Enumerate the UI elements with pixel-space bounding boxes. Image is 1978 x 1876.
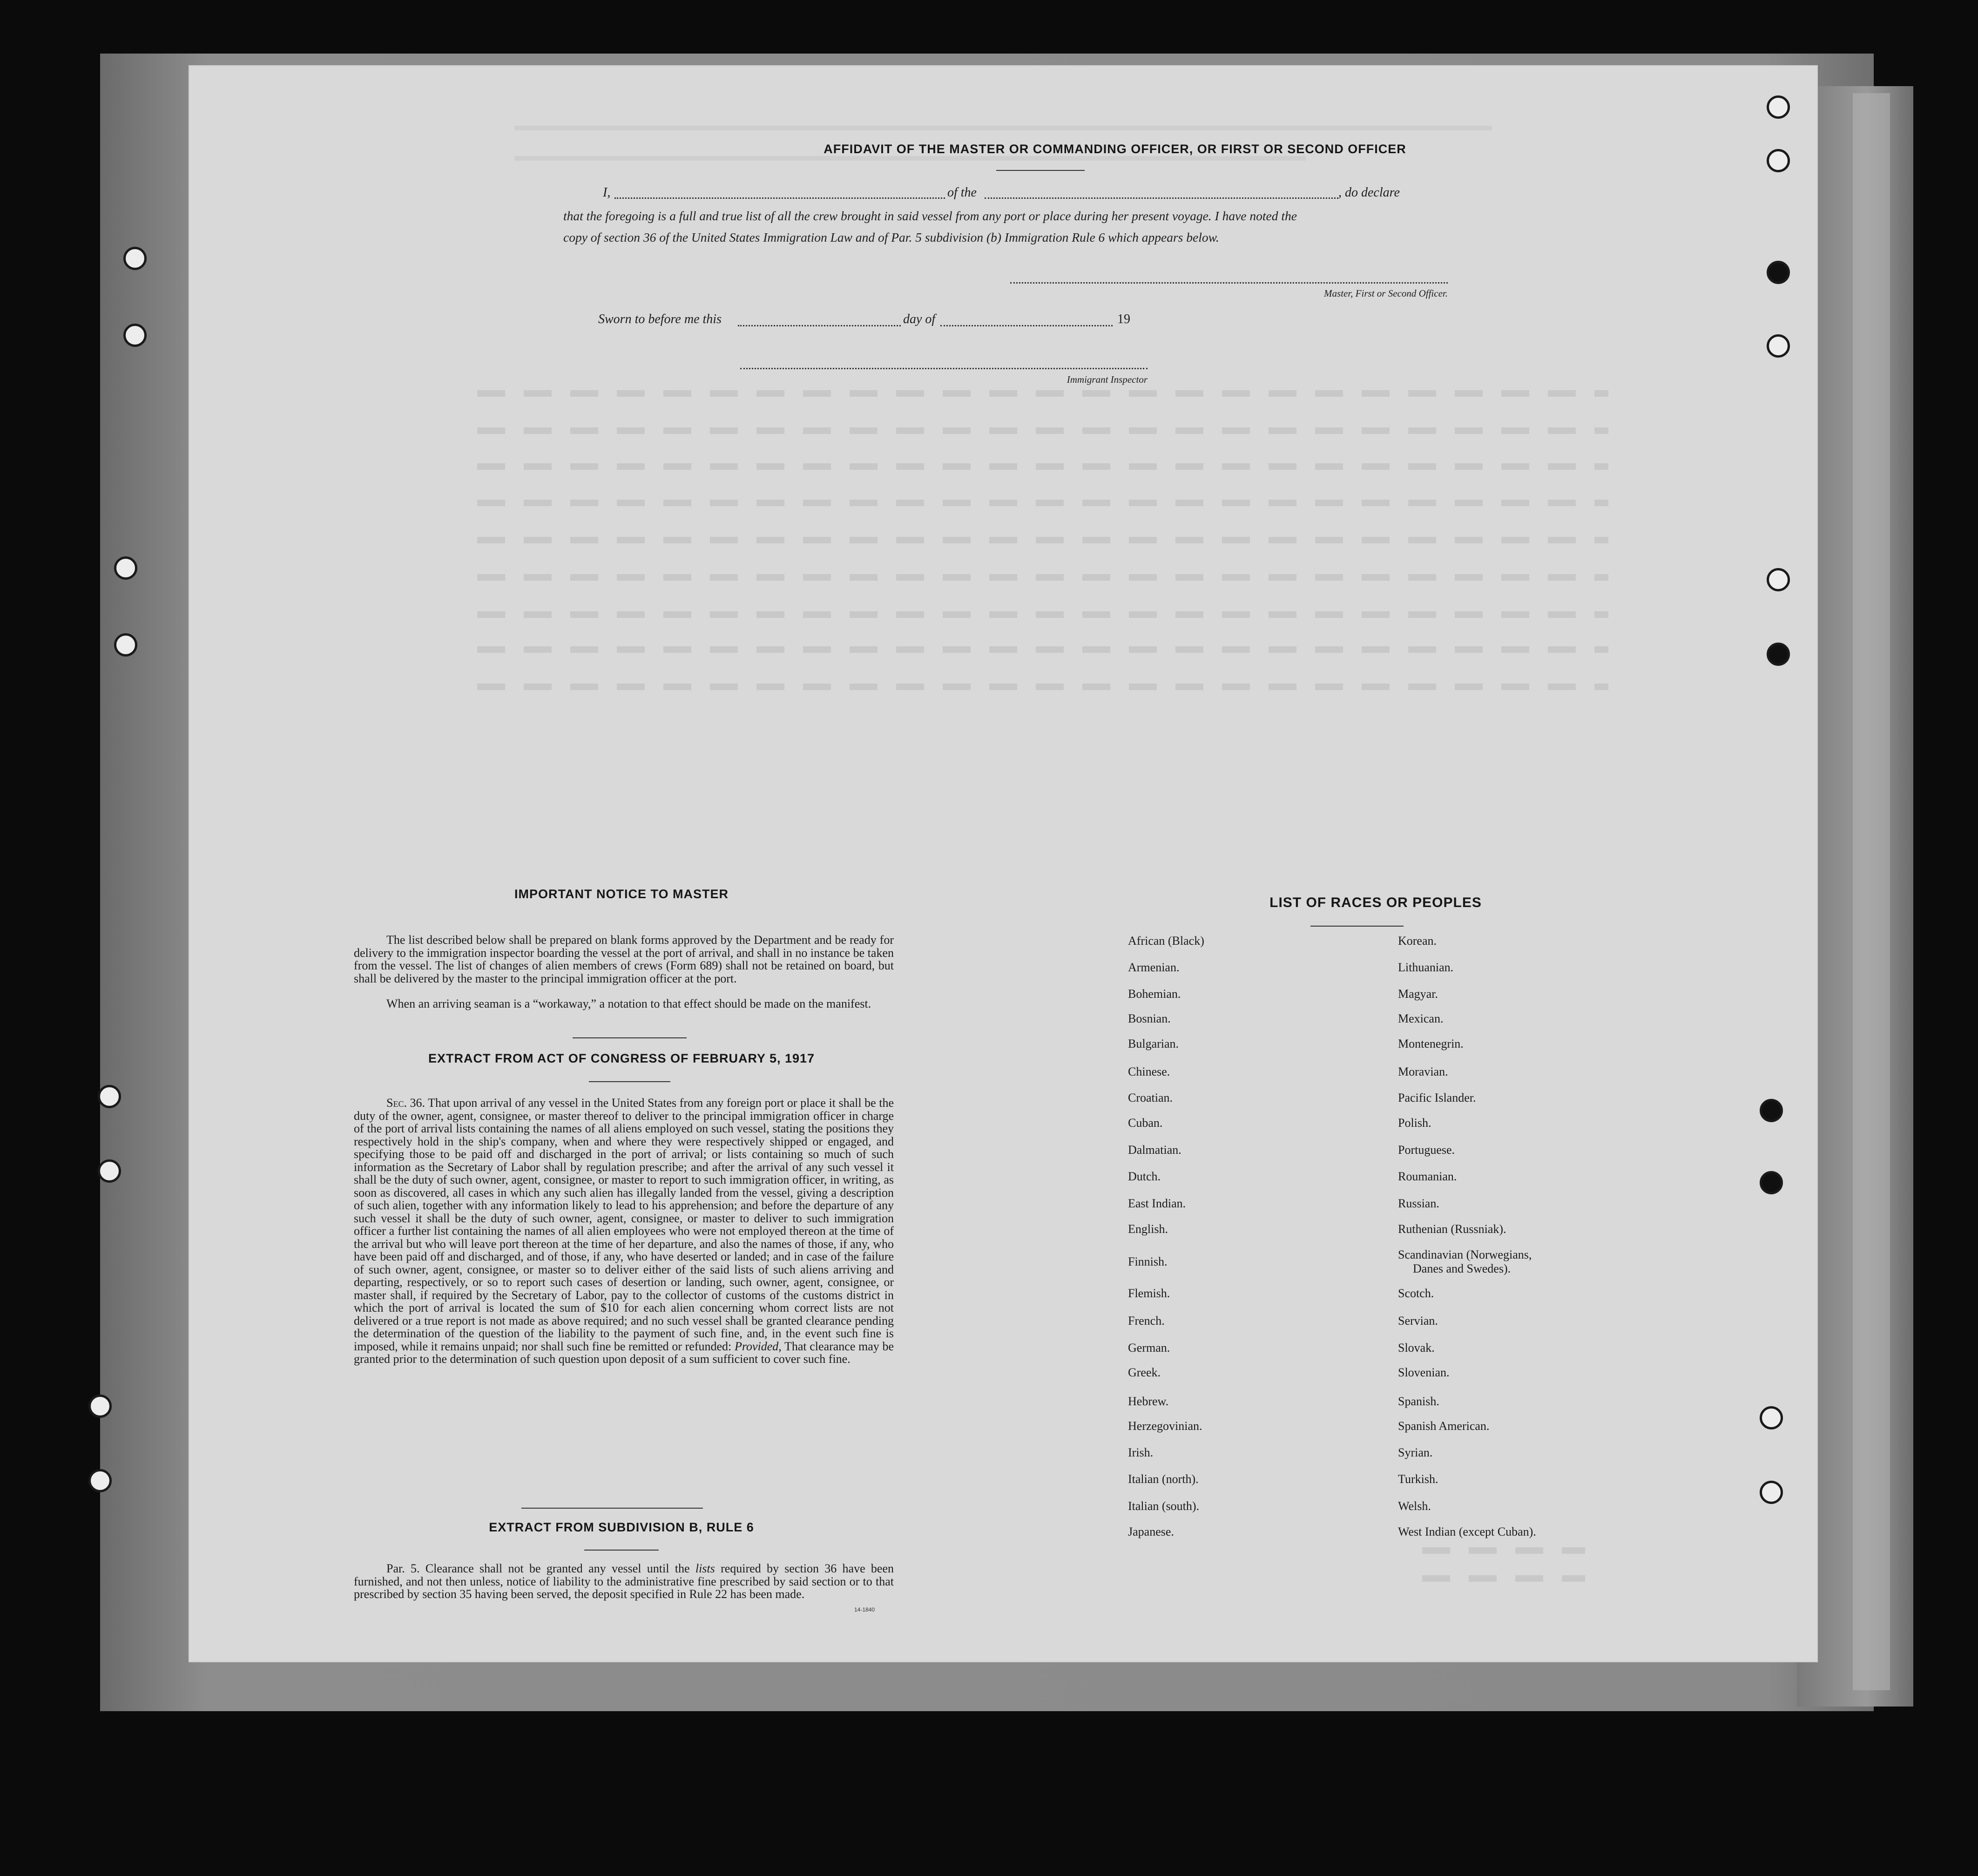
race-right-item: Russian. <box>1398 1197 1439 1210</box>
race-right-item: Montenegrin. <box>1398 1037 1464 1050</box>
race-left-item: Cuban. <box>1128 1116 1163 1130</box>
extract-act-title: EXTRACT FROM ACT OF CONGRESS OF FEBRUARY 5, 1917 <box>428 1051 815 1065</box>
race-right-item: Magyar. <box>1398 987 1438 1001</box>
affidavit-of-the-label: of the <box>947 185 977 200</box>
race-right-item: Spanish. <box>1398 1395 1439 1408</box>
sworn-month-field[interactable] <box>940 325 1113 326</box>
punch-hole-icon <box>114 633 137 657</box>
year-label: 19 <box>1117 312 1130 326</box>
race-left-item: Bosnian. <box>1128 1012 1171 1025</box>
extract-rule-title: EXTRACT FROM SUBDIVISION B, RULE 6 <box>489 1520 754 1534</box>
race-left-item: East Indian. <box>1128 1197 1186 1210</box>
form-number: 14-1840 <box>854 1606 875 1613</box>
race-left-item: Greek. <box>1128 1366 1161 1379</box>
race-right-item: Roumanian. <box>1398 1170 1457 1183</box>
race-left-item: Italian (north). <box>1128 1472 1199 1486</box>
race-right-item: Scandinavian (Norwegians, <box>1398 1248 1532 1261</box>
race-left-item: Dalmatian. <box>1128 1143 1181 1157</box>
day-of-label: day of <box>903 312 936 326</box>
punch-hole-icon <box>88 1395 112 1418</box>
race-left-item: Irish. <box>1128 1446 1154 1459</box>
race-left-item: Bulgarian. <box>1128 1037 1179 1050</box>
punch-hole-icon <box>1760 1171 1783 1194</box>
rule-6-paragraph: Par. 5. Clearance shall not be granted any vessel until the lists required by section 36 have been furnished, and not then unless, notice of liability to the administrative fine prescribed by said section or to that prescribed by section 35 having been served, the deposit specified in Rule 22 has been made. <box>354 1562 894 1601</box>
race-left-item: Italian (south). <box>1128 1499 1200 1513</box>
race-right-item: Welsh. <box>1398 1499 1431 1513</box>
title-underline <box>996 170 1085 171</box>
affidavit-line-3: copy of section 36 of the United States Immigration Law and of Par. 5 subdivision (b) Immigration Rule 6 which appears below. <box>563 230 1219 244</box>
extract-act-underline <box>589 1081 670 1082</box>
punch-hole-icon <box>1767 261 1790 284</box>
race-left-item: German. <box>1128 1341 1170 1355</box>
race-right-item: Lithuanian. <box>1398 961 1454 974</box>
punch-hole-icon <box>1760 1481 1783 1504</box>
affidavit-title: AFFIDAVIT OF THE MASTER OR COMMANDING OFFICER, OR FIRST OR SECOND OFFICER <box>824 142 1406 156</box>
race-right-item: West Indian (except Cuban). <box>1398 1525 1536 1538</box>
race-right-item: Mexican. <box>1398 1012 1444 1025</box>
section-36-text: Sec. 36. That upon arrival of any vessel in the United States from any foreign port or place it shall be the duty of the owner, agent, consignee, or master thereof to deliver to the principal immigration officer in charge of the port of arrival lists containing the names of all aliens employed on such vessel, stating the positions they respectively hold in the ship's company, when and where they were respectively shipped or engaged, and specifying those to be paid off and discharged in the port of arrival; or lists containing so much of such information as the Secretary of Labor shall by regulation prescribe; and after the arrival of any such vessel it shall be the duty of such owner, agent, consignee, or master to report to such immigration officer, in writing, as soon as discovered, all cases in which any such alien has illegally landed from the vessel, giving a description of such alien, together with any information likely to lead to his apprehension; and before the departure of any such vessel it shall be the duty of such owner, agent, consignee, or master to deliver to such immigration officer a further list containing the names of all alien employees who were not employed thereon at the time of the arrival but who will leave port thereon at the time of her departure, and also the names of those, if any, who have been paid off and discharged, and of those, if any, who have deserted or landed; and in case of the failure of such owner, agent, consignee, or master so to deliver either of the said lists of such aliens arriving and departing, respectively, or so to report such cases of desertion or landing, such owner, agent, consignee, or master shall, if required by the Secretary of Labor, pay to the collector of customs of the customs district in which the port of arrival is located the sum of $10 for each alien concerning whom correct lists are not delivered or a true report is not made as above required; and no such vessel shall be granted clearance pending the determination of the question of the liability to the payment of such fine, and, in the event such fine is imposed, while it remains unpaid; nor shall such fine be remitted or refunded: Provided, That clearance may be granted prior to the determination of such question upon deposit of a sum sufficient to cover such fine. <box>354 1096 894 1366</box>
race-left-item: Croatian. <box>1128 1091 1173 1104</box>
races-title: LIST OF RACES OR PEOPLES <box>1269 895 1482 910</box>
race-left-item: Finnish. <box>1128 1255 1168 1268</box>
race-left-item: Japanese. <box>1128 1525 1174 1538</box>
punch-hole-icon <box>123 324 147 347</box>
race-left-item: Flemish. <box>1128 1287 1170 1300</box>
race-left-item: Bohemian. <box>1128 987 1181 1001</box>
bleed-through-marks <box>189 65 1818 1662</box>
punch-hole-icon <box>114 556 137 580</box>
affidavit-i-label: I, <box>603 185 611 200</box>
punch-hole-icon <box>98 1159 121 1183</box>
notice-paragraph-1: The list described below shall be prepared on blank forms approved by the Department and be ready for delivery to the immigration inspector boarding the vessel at the port of arrival, and shall in no instance be taken from the vessel. The list of changes of alien members of crews (Form 689) shall not be retained on board, but shall be delivered by the master to the principal immigration officer at the port. <box>354 933 894 985</box>
race-right-item: Polish. <box>1398 1116 1431 1130</box>
race-right-item: Slovak. <box>1398 1341 1435 1355</box>
race-left-item: Hebrew. <box>1128 1395 1169 1408</box>
section-divider <box>573 1037 687 1038</box>
race-right-item: Moravian. <box>1398 1065 1448 1078</box>
race-right-item: Danes and Swedes). <box>1413 1262 1511 1275</box>
notice-paragraph-2: When an arriving seaman is a “workaway,” a notation to that effect should be made on the manifest. <box>386 997 871 1010</box>
section-36-label: Sec. 36. <box>386 1096 425 1110</box>
punch-hole-icon <box>1760 1406 1783 1429</box>
extract-rule-underline <box>584 1550 659 1551</box>
race-left-item: African (Black) <box>1128 934 1204 948</box>
punch-hole-icon <box>1767 643 1790 666</box>
race-right-item: Slovenian. <box>1398 1366 1450 1379</box>
race-right-item: Spanish American. <box>1398 1419 1490 1433</box>
race-left-item: Herzegovinian. <box>1128 1419 1202 1433</box>
affidavit-line-2: that the foregoing is a full and true list of all the crew brought in said vessel from any port or place during her present voyage. I have noted the <box>563 209 1297 223</box>
race-left-item: French. <box>1128 1314 1165 1327</box>
notice-title: IMPORTANT NOTICE TO MASTER <box>514 887 729 901</box>
inspector-label: Immigrant Inspector <box>1067 374 1148 385</box>
race-right-item: Servian. <box>1398 1314 1438 1327</box>
race-right-item: Ruthenian (Russniak). <box>1398 1222 1506 1236</box>
race-left-item: Armenian. <box>1128 961 1180 974</box>
sworn-day-field[interactable] <box>738 325 901 326</box>
affidavit-do-declare: , do declare <box>1338 185 1400 200</box>
punch-hole-icon <box>1767 568 1790 591</box>
punch-hole-icon <box>123 247 147 270</box>
punch-hole-icon <box>1767 334 1790 358</box>
race-right-item: Syrian. <box>1398 1446 1433 1459</box>
master-signature-field[interactable] <box>1010 282 1448 284</box>
master-name-field[interactable] <box>614 197 945 199</box>
races-title-underline <box>1310 926 1404 927</box>
race-left-item: Dutch. <box>1128 1170 1161 1183</box>
section-divider <box>521 1508 703 1509</box>
punch-hole-icon <box>1767 149 1790 172</box>
document-page <box>189 65 1818 1662</box>
race-left-item: English. <box>1128 1222 1168 1236</box>
inspector-signature-field[interactable] <box>740 368 1148 369</box>
race-right-item: Scotch. <box>1398 1287 1434 1300</box>
punch-hole-icon <box>98 1085 121 1108</box>
race-right-item: Korean. <box>1398 934 1437 948</box>
sworn-label: Sworn to before me this <box>598 312 722 326</box>
punch-hole-icon <box>1760 1099 1783 1122</box>
race-right-item: Pacific Islander. <box>1398 1091 1476 1104</box>
vessel-name-field[interactable] <box>985 197 1338 199</box>
master-signature-label: Master, First or Second Officer. <box>1324 288 1448 299</box>
backing-sheet-edge-light <box>1853 93 1890 1690</box>
race-right-item: Turkish. <box>1398 1472 1438 1486</box>
race-right-item: Portuguese. <box>1398 1143 1455 1157</box>
punch-hole-icon <box>88 1469 112 1492</box>
punch-hole-icon <box>1767 95 1790 119</box>
race-left-item: Chinese. <box>1128 1065 1170 1078</box>
